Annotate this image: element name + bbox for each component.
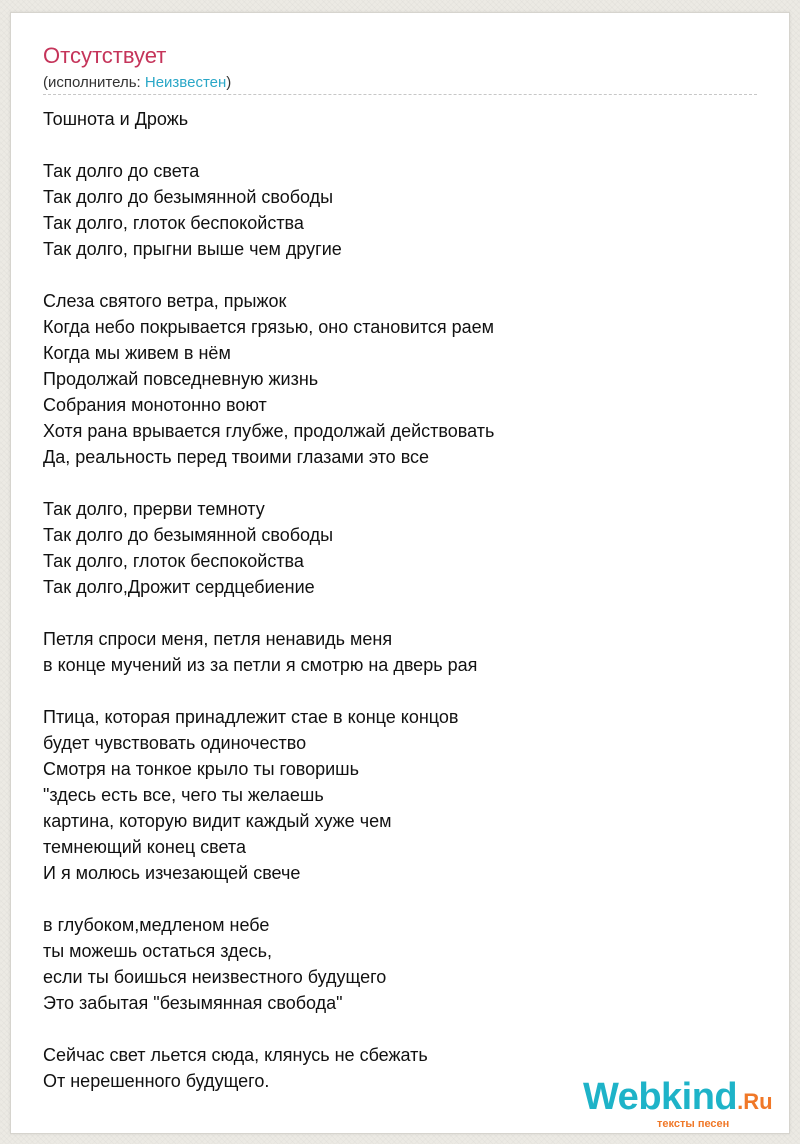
lyric-line: Слеза святого ветра, прыжок [43,291,287,311]
lyric-blank-line [43,1016,757,1042]
lyric-blank-line [43,886,757,912]
logo-domain-text: .Ru [737,1089,773,1114]
lyric-line: Так долго, прерви темноту [43,499,265,519]
lyric-line: Так долго до безымянной свободы [43,187,334,207]
performer-prefix: (исполнитель: [43,74,145,91]
lyric-line: в конце мучений из за петли я смотрю на дверь рая [43,655,478,675]
lyric-line: Да, реальность перед твоими глазами это все [43,447,430,467]
song-title: Отсутствует [43,43,167,68]
lyric-line: Петля спроси меня, петля ненавидь меня [43,629,393,649]
lyric-line: Так долго до света [43,161,200,181]
performer-line [43,74,231,92]
lyrics-page [10,12,790,1134]
lyric-line: "здесь есть все, чего ты желаешь [43,785,324,805]
lyric-line: Смотря на тонкое крыло ты говоришь [43,759,359,779]
lyric-line: Так долго, глоток беспокойства [43,213,304,233]
lyric-line: Так долго, прыгни выше чем другие [43,239,342,259]
lyrics-body [43,106,757,1094]
lyric-line: ты можешь остаться здесь, [43,941,273,961]
header-divider [43,94,757,95]
lyric-line: Птица, которая принадлежит стае в конце концов [43,707,459,727]
lyric-line: И я молюсь изчезающей свече [43,863,301,883]
lyric-line: Сейчас свет льется сюда, клянусь не сбежать [43,1045,428,1065]
lyric-line: Когда мы живем в нём [43,343,231,363]
lyric-line: Так долго до безымянной свободы [43,525,334,545]
lyric-line: Собрания монотонно воют [43,395,267,415]
lyric-line: Тошнота и Дрожь [43,109,189,129]
lyric-line: Хотя рана врывается глубже, продолжай действовать [43,421,495,441]
lyric-blank-line [43,132,757,158]
lyric-line: будет чувствовать одиночество [43,733,307,753]
lyric-line: Так долго,Дрожит сердцебиение [43,577,315,597]
lyric-line: картина, которую видит каждый хуже чем [43,811,392,831]
logo-tagline: тексты песен [657,1118,730,1130]
logo-main-text: Webkind [583,1076,738,1118]
site-logo[interactable] [583,1075,783,1130]
lyric-line: темнеющий конец света [43,837,246,857]
performer-suffix: ) [226,74,232,91]
lyric-blank-line [43,262,757,288]
lyric-line: если ты боишься неизвестного будущего [43,967,387,987]
lyric-line: От нерешенного будущего. [43,1071,270,1091]
lyric-line: Так долго, глоток беспокойства [43,551,304,571]
lyric-blank-line [43,600,757,626]
lyric-line: в глубоком,медленом небе [43,915,270,935]
artist-link[interactable]: Неизвестен [144,74,227,91]
lyric-line: Это забытая "безымянная свобода" [43,993,343,1013]
logo-wordmark [583,1075,773,1124]
lyric-line: Когда небо покрывается грязью, оно становится раем [43,317,495,337]
lyric-blank-line [43,678,757,704]
lyric-line: Продолжай повседневную жизнь [43,369,319,389]
lyric-blank-line [43,470,757,496]
